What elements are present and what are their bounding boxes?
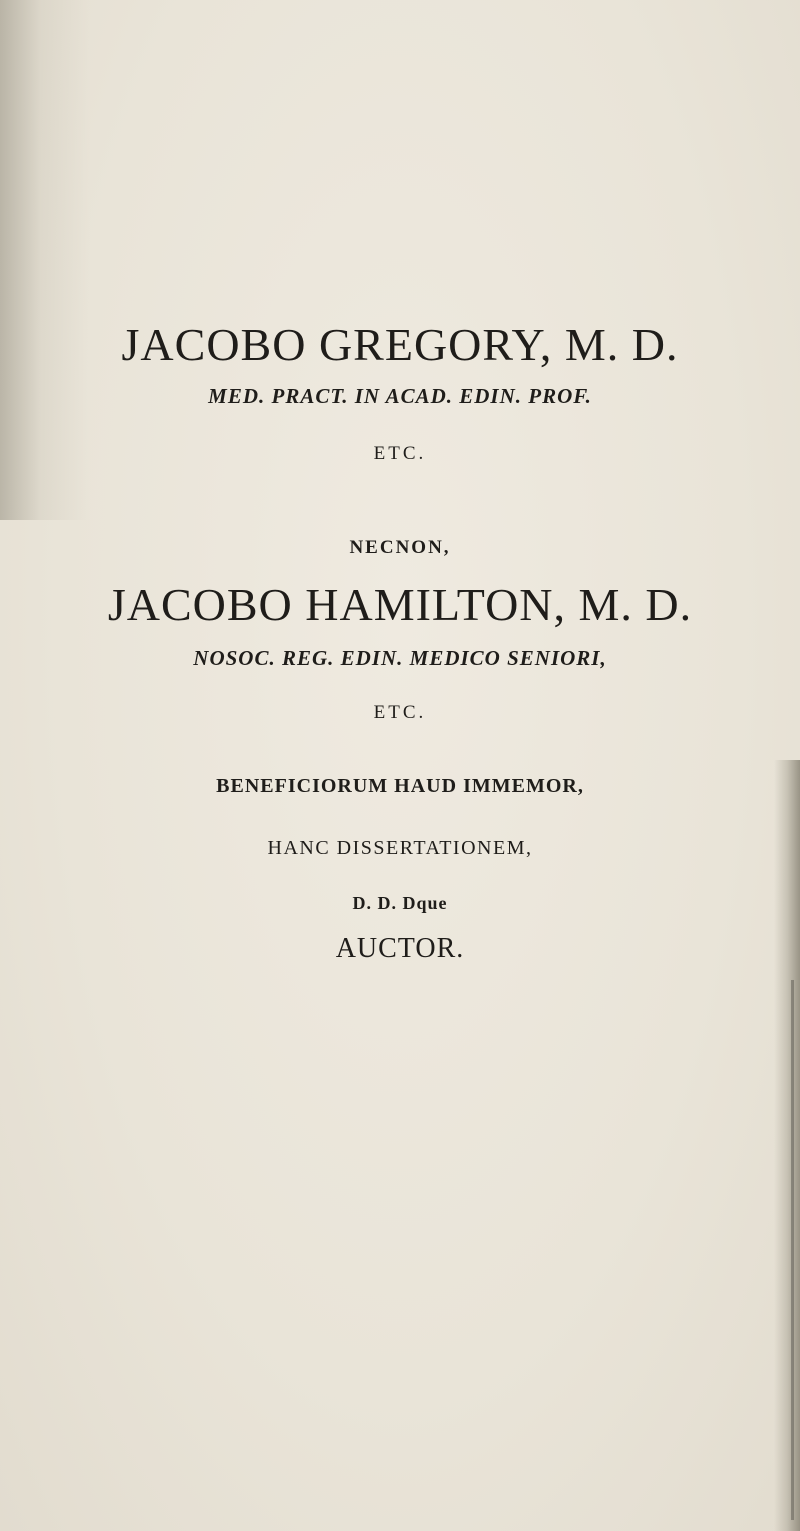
dedicatee-name-gregory: JACOBO GREGORY, M. D.: [121, 319, 679, 370]
author-auctor: AUCTOR.: [335, 933, 465, 964]
etc-gregory: ETC.: [373, 443, 427, 464]
page-edge: [774, 760, 800, 1531]
binding-line: [791, 980, 794, 1520]
dedication-line-hanc: HANC DISSERTATIONEM,: [267, 837, 533, 859]
etc-hamilton: ETC.: [373, 702, 427, 723]
conjunction-necnon: NECNON,: [349, 537, 451, 558]
dedicatee-name-hamilton: JACOBO HAMILTON, M. D.: [107, 579, 693, 630]
page-shadow: [0, 0, 90, 520]
dedication-line-beneficiorum: BENEFICIORUM HAUD IMMEMOR,: [216, 775, 584, 797]
dedicatee-title-gregory: MED. PRACT. IN ACAD. EDIN. PROF.: [208, 384, 592, 408]
dedicatee-title-hamilton: NOSOC. REG. EDIN. MEDICO SENIORI,: [193, 646, 607, 670]
dedication-line-dd: D. D. Dque: [352, 893, 448, 913]
